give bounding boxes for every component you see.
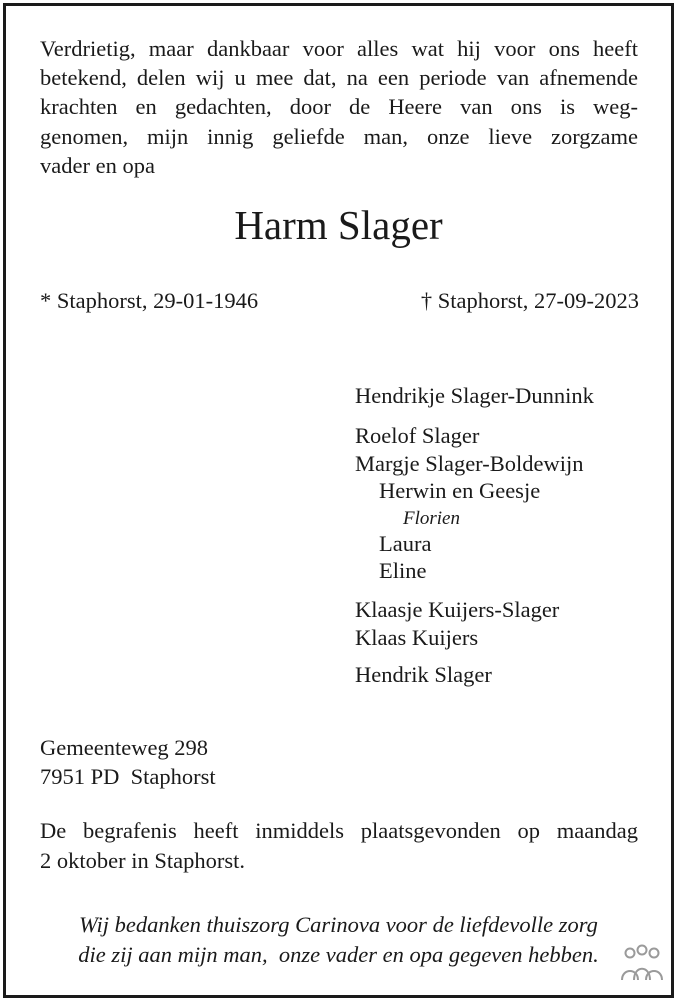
family-circles-icon <box>618 944 666 984</box>
family-member: Margje Slager-Boldewijn <box>355 451 584 476</box>
family-member: Klaas Kuijers <box>355 625 479 650</box>
death-date: † Staphorst, 27-09-2023 <box>420 288 639 313</box>
family-member: Roelof Slager <box>355 423 480 448</box>
thanks-note <box>0 910 677 969</box>
family-member: Klaasje Kuijers-Slager <box>355 597 560 622</box>
intro-line: genomen, mijn innig geliefde man, onze lieve zorgzame <box>40 123 638 149</box>
funeral-notice <box>40 816 638 875</box>
family-member: Eline <box>379 558 427 583</box>
family-member: Herwin en Geesje <box>379 478 541 503</box>
thanks-line: die zij aan mijn man, onze vader en opa gegeven hebben. <box>78 941 599 967</box>
intro-line: krachten en gedachten, door de Heere van ons is weg- <box>40 94 638 120</box>
birth-date: * Staphorst, 29-01-1946 <box>40 288 259 313</box>
intro-line: Verdrietig, maar dankbaar voor alles wat hij voor ons heeft <box>40 36 638 61</box>
funeral-line: 2 oktober in Staphorst. <box>40 847 245 873</box>
family-member: Laura <box>379 531 432 556</box>
address-block <box>40 733 216 791</box>
thanks-line: Wij bedanken thuiszorg Carinova voor de liefdevolle zorg <box>79 912 598 937</box>
deceased-name: Harm Slager <box>234 202 443 248</box>
intro-text <box>40 34 638 180</box>
family-member: Florien <box>403 508 460 529</box>
intro-line: betekend, delen wij u mee dat, na een periode van afnemende <box>40 65 638 91</box>
family-member: Hendrikje Slager-Dunnink <box>355 383 594 408</box>
address-city: 7951 PD Staphorst <box>40 764 216 789</box>
address-street: Gemeenteweg 298 <box>40 735 209 760</box>
intro-line: vader en opa <box>40 152 155 178</box>
family-member: Hendrik Slager <box>355 662 492 687</box>
funeral-line: De begrafenis heeft inmiddels plaatsgevonden op maandag <box>40 818 638 843</box>
